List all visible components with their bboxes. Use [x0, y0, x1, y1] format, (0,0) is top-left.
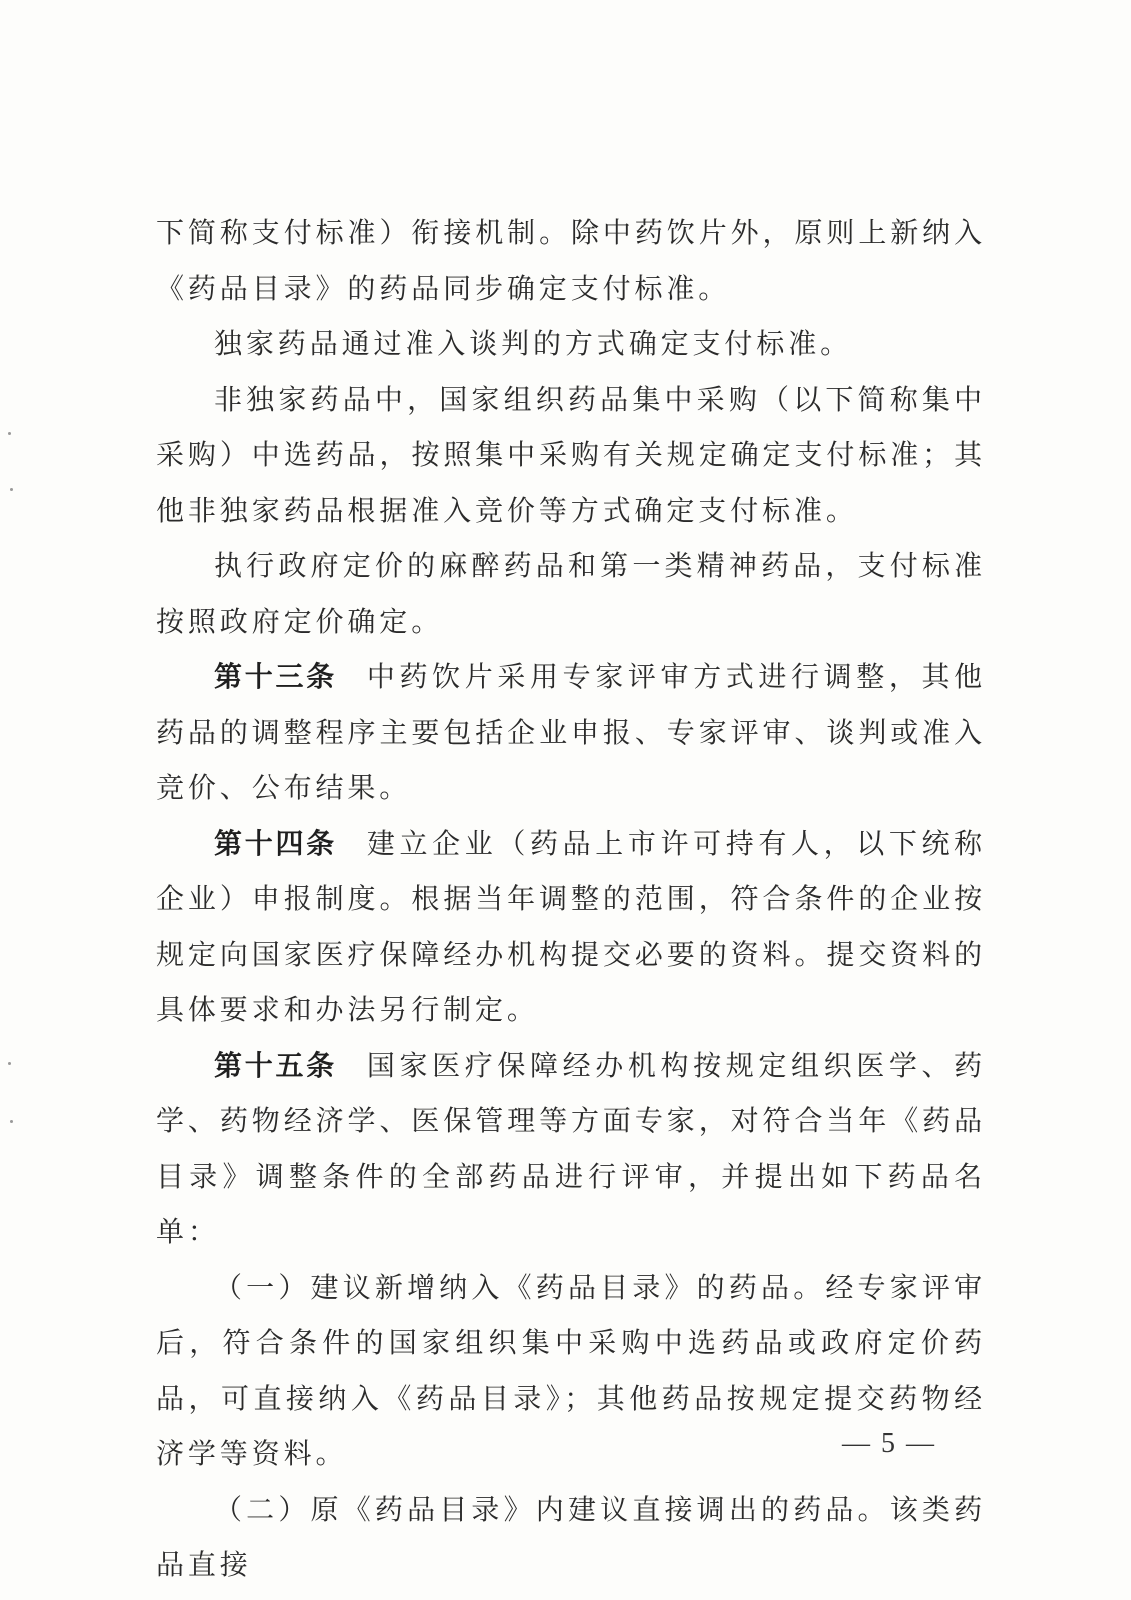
list-item-2: （二）原《药品目录》内建议直接调出的药品。该类药品直接 — [156, 1492, 986, 1581]
article-13-text: 中药饮片采用专家评审方式进行调整，其他药品的调整程序主要包括企业申报、专家评审、谈判或准入竞价、公布结果。 — [156, 660, 986, 804]
article-14-text: 建立企业（药品上市许可持有人，以下统称企业）申报制度。根据当年调整的范围，符合条件的企业按规定向国家医疗保障经办机构提交必要的资料。提交资料的具体要求和办法另行制定。 — [156, 826, 986, 1026]
list-item-1: （一）建议新增纳入《药品目录》的药品。经专家评审后，符合条件的国家组织集中采购中选药品或政府定价药品，可直接纳入《药品目录》；其他药品按规定提交药物经济学等资料。 — [156, 1270, 986, 1470]
paragraph-government-pricing: 执行政府定价的麻醉药品和第一类精神药品，支付标准按照政府定价确定。 — [156, 549, 986, 638]
binding-mark — [10, 488, 13, 491]
binding-mark — [8, 1062, 11, 1065]
article-15 — [156, 1038, 986, 1260]
article-14-number: 第十四条 — [214, 826, 337, 860]
document-body — [156, 205, 986, 1593]
page-number: — 5 — — [842, 1428, 936, 1459]
article-13-number: 第十三条 — [214, 660, 337, 693]
binding-mark — [10, 1120, 13, 1123]
article-13 — [156, 649, 986, 816]
article-15-number: 第十五条 — [214, 1048, 337, 1082]
article-15-text: 国家医疗保障经办机构按规定组织医学、药学、药物经济学、医保管理等方面专家，对符合当年《药品目录》调整条件的全部药品进行评审，并提出如下药品名单： — [156, 1048, 986, 1248]
paragraph-continuation: 下简称支付标准）衔接机制。除中药饮片外，原则上新纳入《药品目录》的药品同步确定支付标准。 — [156, 216, 986, 305]
article-14 — [156, 816, 986, 1038]
paragraph-non-exclusive-drugs: 非独家药品中，国家组织药品集中采购（以下简称集中采购）中选药品，按照集中采购有关规定确定支付标准；其他非独家药品根据准入竞价等方式确定支付标准。 — [156, 382, 986, 527]
binding-mark — [8, 432, 11, 435]
paragraph-exclusive-drugs: 独家药品通过准入谈判的方式确定支付标准。 — [214, 327, 853, 360]
